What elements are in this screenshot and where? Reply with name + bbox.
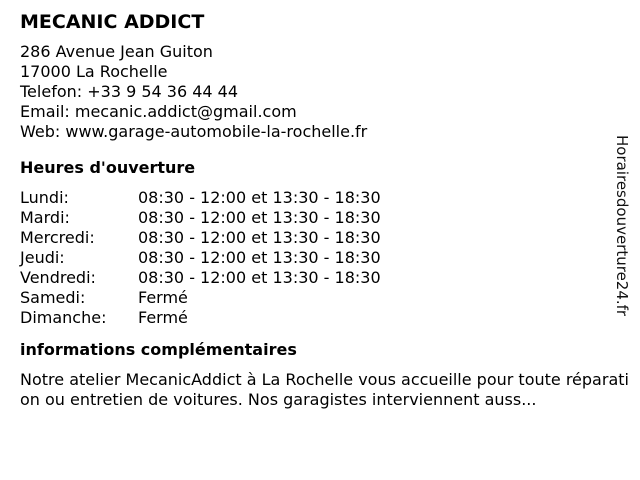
hours-row-saturday (20, 288, 620, 308)
hours-time-value: 08:30 - 12:00 et 13:30 - 18:30 (138, 208, 381, 227)
hours-day-label: Mercredi: (20, 228, 95, 247)
hours-time-value: 08:30 - 12:00 et 13:30 - 18:30 (138, 188, 381, 207)
address-street: 286 Avenue Jean Guiton (20, 42, 213, 61)
address-city: 17000 La Rochelle (20, 62, 168, 81)
hours-day-label: Vendredi: (20, 268, 96, 287)
business-name: MECANIC ADDICT (20, 11, 205, 33)
hours-time-value: Fermé (138, 308, 188, 327)
hours-day-label: Jeudi: (20, 248, 65, 267)
site-watermark: Horairesdouverture24.fr (613, 135, 631, 317)
hours-day-label: Samedi: (20, 288, 86, 307)
hours-row-tuesday (20, 208, 620, 228)
hours-time-value: 08:30 - 12:00 et 13:30 - 18:30 (138, 248, 381, 267)
hours-row-friday (20, 268, 620, 288)
additional-info-text: Notre atelier MecanicAddict à La Rochelle vous accueille pour toute réparation ou entretien de voitures. Nos garagistes interviennent auss... (20, 370, 629, 409)
hours-time-value: 08:30 - 12:00 et 13:30 - 18:30 (138, 228, 381, 247)
hours-row-thursday (20, 248, 620, 268)
hours-time-value: Fermé (138, 288, 188, 307)
opening-hours-heading: Heures d'ouverture (20, 158, 196, 177)
contact-block (20, 42, 620, 142)
hours-day-label: Dimanche: (20, 308, 107, 327)
hours-row-sunday (20, 308, 620, 328)
email-line: Email: mecanic.addict@gmail.com (20, 102, 297, 121)
phone-line: Telefon: +33 9 54 36 44 44 (20, 82, 239, 101)
hours-row-wednesday (20, 228, 620, 248)
additional-info-heading: informations complémentaires (20, 340, 297, 359)
website-line: Web: www.garage-automobile-la-rochelle.fr (20, 122, 368, 141)
hours-time-value: 08:30 - 12:00 et 13:30 - 18:30 (138, 268, 381, 287)
hours-day-label: Lundi: (20, 188, 69, 207)
hours-day-label: Mardi: (20, 208, 70, 227)
hours-row-monday (20, 188, 620, 208)
opening-hours-table (20, 188, 620, 328)
